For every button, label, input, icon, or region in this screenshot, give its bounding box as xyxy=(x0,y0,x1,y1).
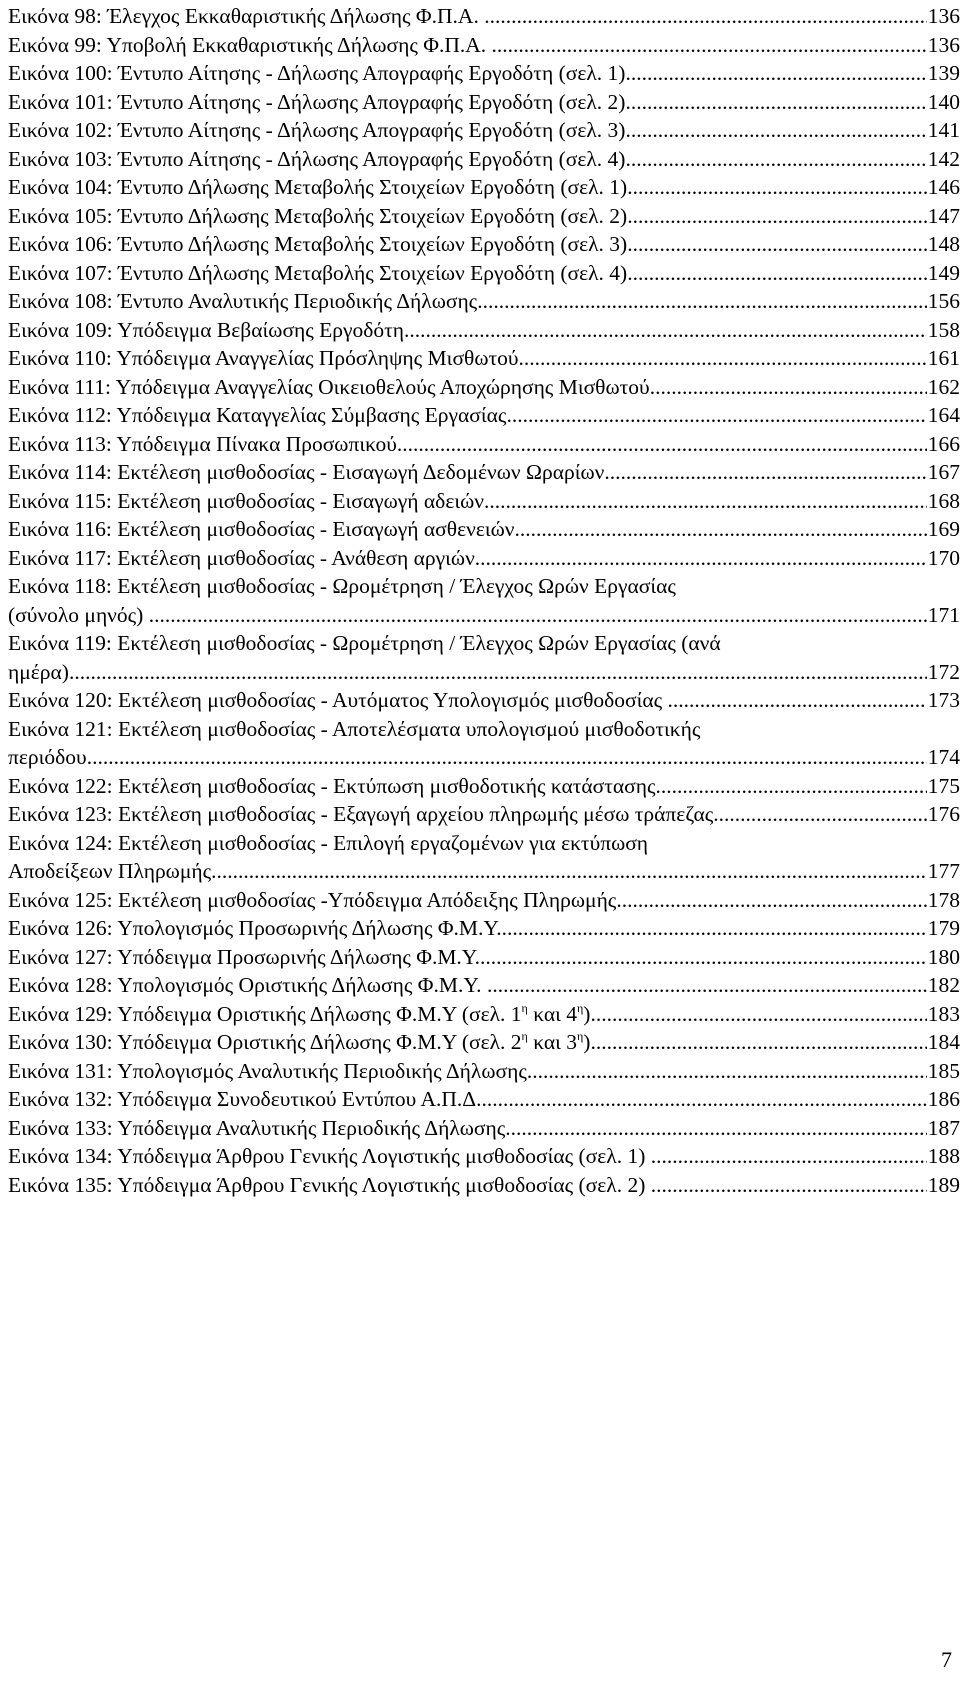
dot-leader xyxy=(149,601,927,630)
toc-entry[interactable] xyxy=(8,515,960,544)
toc-entry-page-number: 175 xyxy=(927,773,960,798)
toc-entry[interactable] xyxy=(8,800,960,829)
dot-leader xyxy=(625,59,926,88)
dot-leader xyxy=(656,772,927,801)
toc-entry-title-text: Εικόνα 130: Υπόδειγμα Οριστικής Δήλωσης Φ.Μ.Υ (σελ. 2 xyxy=(8,1030,522,1054)
toc-entry-title xyxy=(8,202,627,231)
toc-entry-page-number: 171 xyxy=(927,602,960,627)
toc-entry[interactable] xyxy=(8,116,960,145)
toc-entry-page-number: 188 xyxy=(927,1144,960,1168)
toc-entry[interactable] xyxy=(8,1057,960,1086)
toc-entry-title-text: Εικόνα 125: Εκτέλεση μισθοδοσίας -Υπόδειγμα Απόδειξης Πληρωμής xyxy=(8,887,617,912)
toc-entry-title-text: περιόδου xyxy=(8,745,87,769)
toc-entry-page-number: 184 xyxy=(927,1030,960,1054)
toc-entry-page-number: 167 xyxy=(927,460,960,484)
toc-entry-page-number: 186 xyxy=(927,1087,960,1111)
toc-entry-title xyxy=(8,1142,651,1171)
dot-leader xyxy=(627,230,927,259)
toc-entry-title-text: Εικόνα 105: Έντυπο Δήλωσης Μεταβολής Στοιχείων Εργοδότη (σελ. 2) xyxy=(8,203,628,228)
toc-entry[interactable] xyxy=(8,287,960,316)
toc-entry-page-number: 170 xyxy=(927,545,960,570)
toc-entry-title-text: Εικόνα 108: Έντυπο Αναλυτικής Περιοδικής Δήλωσης xyxy=(8,289,478,313)
toc-entry-page-number: 139 xyxy=(927,61,960,85)
toc-entry-title xyxy=(8,857,211,886)
dot-leader xyxy=(475,544,927,573)
toc-entry[interactable] xyxy=(8,344,960,373)
dot-leader xyxy=(625,88,926,117)
toc-entry[interactable] xyxy=(8,259,960,288)
toc-entry-title xyxy=(8,1085,482,1114)
toc-entry[interactable] xyxy=(8,316,960,345)
toc-entry-title xyxy=(8,1171,651,1200)
toc-entry-title-text: Εικόνα 123: Εκτέλεση μισθοδοσίας - Εξαγωγή αρχείου πληρωμής μέσω τράπεζας xyxy=(8,802,714,826)
toc-entry-title xyxy=(8,344,519,373)
toc-entry-title-text: Εικόνα 98: Έλεγχος Εκκαθαριστικής Δήλωσης Φ.Π.Α. xyxy=(8,4,485,28)
toc-entry-page-number: 176 xyxy=(927,802,960,826)
toc-entry-title xyxy=(8,287,477,316)
toc-entry-title xyxy=(8,800,713,829)
toc-entry-title-text: Εικόνα 120: Εκτέλεση μισθοδοσίας - Αυτόματος Υπολογισμός μισθοδοσίας xyxy=(8,688,668,712)
dot-leader xyxy=(506,401,926,430)
toc-entry-title-text: Εικόνα 133: Υπόδειγμα Αναλυτικής Περιοδικής Δήλωσης xyxy=(8,1115,506,1140)
toc-entry-title xyxy=(8,458,604,487)
toc-entry-page-number: 136 xyxy=(927,32,960,57)
toc-entry-title-text: Εικόνα 135: Υπόδειγμα Άρθρου Γενικής Λογιστικής μισθοδοσίας (σελ. 2) xyxy=(8,1172,651,1197)
toc-entry-title-text: Εικόνα 101: Έντυπο Αίτησης - Δήλωσης Απογραφής Εργοδότη (σελ. 2) xyxy=(8,89,626,114)
dot-leader xyxy=(527,1057,927,1086)
toc-entry-title xyxy=(8,886,616,915)
toc-entry-page-number: 179 xyxy=(927,916,960,940)
toc-entry-title-text: Εικόνα 100: Έντυπο Αίτησης - Δήλωσης Απογραφής Εργοδότη (σελ. 1) xyxy=(8,61,626,85)
toc-entry-page-number: 142 xyxy=(927,146,960,171)
toc-entry-title xyxy=(8,116,625,145)
toc-entry-page-number: 183 xyxy=(927,1001,960,1026)
toc-entry-title-text: Εικόνα 114: Εκτέλεση μισθοδοσίας - Εισαγωγή Δεδομένων Ωραρίων xyxy=(8,460,605,484)
toc-entry[interactable] xyxy=(8,1114,960,1143)
toc-entry-title xyxy=(8,601,149,630)
toc-entry[interactable] xyxy=(8,202,960,231)
toc-entry-page-number: 172 xyxy=(927,659,960,684)
toc-entry-title xyxy=(8,658,69,687)
toc-entry-page-number: 164 xyxy=(927,403,960,427)
dot-leader xyxy=(625,145,926,174)
dot-leader xyxy=(484,487,927,516)
toc-entry[interactable] xyxy=(8,373,960,402)
toc-entry-title-line: Εικόνα 118: Εκτέλεση μισθοδοσίας - Ωρομέτρηση / Έλεγχος Ωρών Εργασίας xyxy=(8,574,676,598)
list-of-figures xyxy=(8,2,960,1199)
toc-entry[interactable] xyxy=(8,1000,960,1029)
toc-entry-title-text: Εικόνα 113: Υπόδειγμα Πίνακα Προσωπικού xyxy=(8,431,397,456)
toc-entry-page-number: 182 xyxy=(927,973,960,997)
dot-leader xyxy=(87,743,927,772)
ordinal-superscript: η xyxy=(521,1000,528,1015)
toc-entry-title xyxy=(8,1057,527,1086)
toc-entry-title xyxy=(8,88,625,117)
toc-entry-title-text: Αποδείξεων Πληρωμής xyxy=(8,859,212,883)
toc-entry-title xyxy=(8,971,487,1000)
dot-leader xyxy=(69,658,927,687)
toc-entry-title xyxy=(8,259,627,288)
toc-entry-page-number: 185 xyxy=(927,1058,960,1083)
ordinal-superscript: η xyxy=(577,1029,584,1043)
toc-entry-title xyxy=(8,544,475,573)
toc-entry[interactable] xyxy=(8,1028,960,1057)
toc-entry[interactable] xyxy=(8,971,960,1000)
toc-entry[interactable] xyxy=(8,829,960,886)
toc-entry[interactable] xyxy=(8,31,960,60)
toc-entry[interactable] xyxy=(8,2,960,31)
toc-entry[interactable] xyxy=(8,1142,960,1171)
dot-leader xyxy=(650,373,927,402)
toc-entry-title-text: Εικόνα 111: Υπόδειγμα Αναγγελίας Οικειοθελούς Αποχώρησης Μισθωτού xyxy=(8,374,650,399)
toc-entry-title-text: Εικόνα 107: Έντυπο Δήλωσης Μεταβολής Στοιχείων Εργοδότη (σελ. 4) xyxy=(8,260,628,285)
toc-entry-title-text: Εικόνα 116: Εκτέλεση μισθοδοσίας - Εισαγωγή ασθενειών xyxy=(8,517,515,541)
dot-leader xyxy=(492,31,927,60)
toc-entry-title-text: και 4 xyxy=(527,1001,578,1026)
toc-entry-title xyxy=(8,1028,590,1057)
dot-leader xyxy=(668,686,927,715)
toc-entry-title-text: Εικόνα 117: Εκτέλεση μισθοδοσίας - Ανάθεση αργιών xyxy=(8,545,475,570)
toc-entry-title-text: Εικόνα 99: Υποβολή Εκκαθαριστικής Δήλωσης Φ.Π.Α. xyxy=(8,32,492,57)
toc-entry[interactable] xyxy=(8,88,960,117)
toc-entry-page-number: 162 xyxy=(927,374,960,399)
toc-entry-title xyxy=(8,31,492,60)
toc-entry-title-text: ημέρα) xyxy=(8,659,69,684)
toc-entry-title-text: και 3 xyxy=(527,1030,578,1054)
toc-entry-page-number: 187 xyxy=(927,1115,960,1140)
dot-leader xyxy=(625,116,926,145)
toc-entry-title-text: Εικόνα 112: Υπόδειγμα Καταγγελίας Σύμβασης Εργασίας xyxy=(8,403,507,427)
toc-entry-page-number: 161 xyxy=(927,346,960,370)
toc-entry[interactable] xyxy=(8,1171,960,1200)
toc-entry-title-line: Εικόνα 124: Εκτέλεση μισθοδοσίας - Επιλογή εργαζομένων για εκτύπωση xyxy=(8,830,649,855)
toc-entry-title xyxy=(8,430,397,459)
toc-entry[interactable] xyxy=(8,59,960,88)
dot-leader xyxy=(477,287,927,316)
toc-entry-title xyxy=(8,943,480,972)
dot-leader xyxy=(590,1000,926,1029)
toc-entry[interactable] xyxy=(8,544,960,573)
toc-entry-title-text: Εικόνα 129: Υπόδειγμα Οριστικής Δήλωσης Φ.Μ.Υ (σελ. 1 xyxy=(8,1001,522,1026)
dot-leader xyxy=(482,1085,927,1114)
dot-leader xyxy=(604,458,926,487)
page-number: 7 xyxy=(941,1647,952,1672)
toc-entry-page-number: 141 xyxy=(927,118,960,142)
toc-entry[interactable] xyxy=(8,629,960,686)
toc-entry[interactable] xyxy=(8,487,960,516)
dot-leader xyxy=(651,1142,927,1171)
toc-entry-page-number: 189 xyxy=(927,1172,960,1197)
dot-leader xyxy=(713,800,927,829)
toc-entry[interactable] xyxy=(8,886,960,915)
toc-entry-title-text: Εικόνα 127: Υπόδειγμα Προσωρινής Δήλωσης Φ.Μ.Υ. xyxy=(8,944,481,969)
dot-leader xyxy=(616,886,926,915)
toc-entry-title xyxy=(8,772,656,801)
toc-entry-page-number: 149 xyxy=(927,260,960,285)
toc-entry[interactable] xyxy=(8,173,960,202)
toc-entry-title-text: Εικόνα 126: Υπολογισμός Προσωρινής Δήλωσης Φ.Μ.Υ. xyxy=(8,916,502,940)
toc-entry-title xyxy=(8,487,484,516)
dot-leader xyxy=(627,173,927,202)
dot-leader xyxy=(627,259,927,288)
toc-entry[interactable] xyxy=(8,772,960,801)
toc-entry[interactable] xyxy=(8,458,960,487)
toc-entry-title-text: Εικόνα 131: Υπολογισμός Αναλυτικής Περιοδικής Δήλωσης xyxy=(8,1058,527,1083)
ordinal-superscript: η xyxy=(577,1000,584,1015)
toc-entry-page-number: 173 xyxy=(927,688,960,712)
toc-entry-page-number: 177 xyxy=(927,859,960,883)
toc-entry-title-text: Εικόνα 106: Έντυπο Δήλωσης Μεταβολής Στοιχείων Εργοδότη (σελ. 3) xyxy=(8,232,628,256)
toc-entry-page-number: 166 xyxy=(927,431,960,456)
dot-leader xyxy=(480,943,927,972)
toc-entry-title-line: Εικόνα 121: Εκτέλεση μισθοδοσίας - Αποτελέσματα υπολογισμού μισθοδοτικής xyxy=(8,716,701,741)
toc-entry[interactable] xyxy=(8,943,960,972)
toc-entry-title-text: Εικόνα 134: Υπόδειγμα Άρθρου Γενικής Λογιστικής μισθοδοσίας (σελ. 1) xyxy=(8,1144,651,1168)
toc-entry-title xyxy=(8,1114,505,1143)
toc-entry-page-number: 174 xyxy=(927,745,960,769)
toc-entry[interactable] xyxy=(8,401,960,430)
toc-entry-page-number: 178 xyxy=(927,887,960,912)
toc-entry-page-number: 140 xyxy=(927,89,960,114)
toc-entry-title-text: ) xyxy=(583,1001,591,1026)
toc-entry-title xyxy=(8,145,625,174)
toc-entry-title xyxy=(8,1000,590,1029)
dot-leader xyxy=(487,971,927,1000)
ordinal-superscript: η xyxy=(521,1029,528,1043)
dot-leader xyxy=(651,1171,927,1200)
toc-entry-page-number: 147 xyxy=(927,203,960,228)
dot-leader xyxy=(397,430,927,459)
toc-entry-title xyxy=(8,59,625,88)
toc-entry-title xyxy=(8,686,668,715)
toc-entry-title-text: Εικόνα 122: Εκτέλεση μισθοδοσίας - Εκτύπωση μισθοδοτικής κατάστασης xyxy=(8,773,656,798)
toc-entry-title xyxy=(8,914,502,943)
dot-leader xyxy=(519,344,927,373)
toc-entry-page-number: 156 xyxy=(927,289,960,313)
dot-leader xyxy=(627,202,927,231)
toc-entry-page-number: 180 xyxy=(927,944,960,969)
toc-entry-title-line: Εικόνα 119: Εκτέλεση μισθοδοσίας - Ωρομέτρηση / Έλεγχος Ωρών Εργασίας (ανά xyxy=(8,631,721,655)
toc-entry-page-number: 146 xyxy=(927,175,960,199)
toc-entry-title xyxy=(8,230,627,259)
toc-entry[interactable] xyxy=(8,715,960,772)
toc-entry-title xyxy=(8,173,627,202)
toc-entry-page-number: 168 xyxy=(927,488,960,513)
dot-leader xyxy=(404,316,927,345)
dot-leader xyxy=(484,2,927,31)
toc-entry-title-text: Εικόνα 110: Υπόδειγμα Αναγγελίας Πρόσληψης Μισθωτού xyxy=(8,346,519,370)
toc-entry-title-text: ) xyxy=(583,1030,591,1054)
toc-entry-title xyxy=(8,316,404,345)
toc-entry-title-text: Εικόνα 104: Έντυπο Δήλωσης Μεταβολής Στοιχείων Εργοδότη (σελ. 1) xyxy=(8,175,628,199)
toc-entry[interactable] xyxy=(8,914,960,943)
toc-entry-title xyxy=(8,401,506,430)
toc-entry[interactable] xyxy=(8,430,960,459)
toc-entry[interactable] xyxy=(8,686,960,715)
toc-entry-title xyxy=(8,2,484,31)
toc-entry-title-text: Εικόνα 132: Υπόδειγμα Συνοδευτικού Εντύπου Α.Π.Δ. xyxy=(8,1087,482,1111)
toc-entry-title-text: (σύνολο μηνός) xyxy=(8,602,149,627)
toc-entry-title-text: Εικόνα 109: Υπόδειγμα Βεβαίωσης Εργοδότη xyxy=(8,317,405,342)
toc-entry-title-text: Εικόνα 115: Εκτέλεση μισθοδοσίας - Εισαγωγή αδειών xyxy=(8,488,485,513)
toc-entry-title-text: Εικόνα 128: Υπολογισμός Οριστικής Δήλωσης Φ.Μ.Υ. xyxy=(8,973,487,997)
toc-entry-title xyxy=(8,515,515,544)
toc-entry-page-number: 158 xyxy=(927,317,960,342)
toc-entry[interactable] xyxy=(8,1085,960,1114)
toc-entry[interactable] xyxy=(8,572,960,629)
toc-entry-page-number: 136 xyxy=(927,4,960,28)
dot-leader xyxy=(505,1114,927,1143)
toc-entry-page-number: 169 xyxy=(927,517,960,541)
dot-leader xyxy=(515,515,927,544)
toc-entry-title xyxy=(8,743,87,772)
dot-leader xyxy=(590,1028,926,1057)
toc-entry-title xyxy=(8,373,650,402)
toc-entry[interactable] xyxy=(8,230,960,259)
toc-entry-page-number: 148 xyxy=(927,232,960,256)
toc-entry[interactable] xyxy=(8,145,960,174)
toc-entry-title-text: Εικόνα 102: Έντυπο Αίτησης - Δήλωσης Απογραφής Εργοδότη (σελ. 3) xyxy=(8,118,626,142)
toc-entry-title-text: Εικόνα 103: Έντυπο Αίτησης - Δήλωσης Απογραφής Εργοδότη (σελ. 4) xyxy=(8,146,626,171)
dot-leader xyxy=(211,857,927,886)
dot-leader xyxy=(502,914,927,943)
